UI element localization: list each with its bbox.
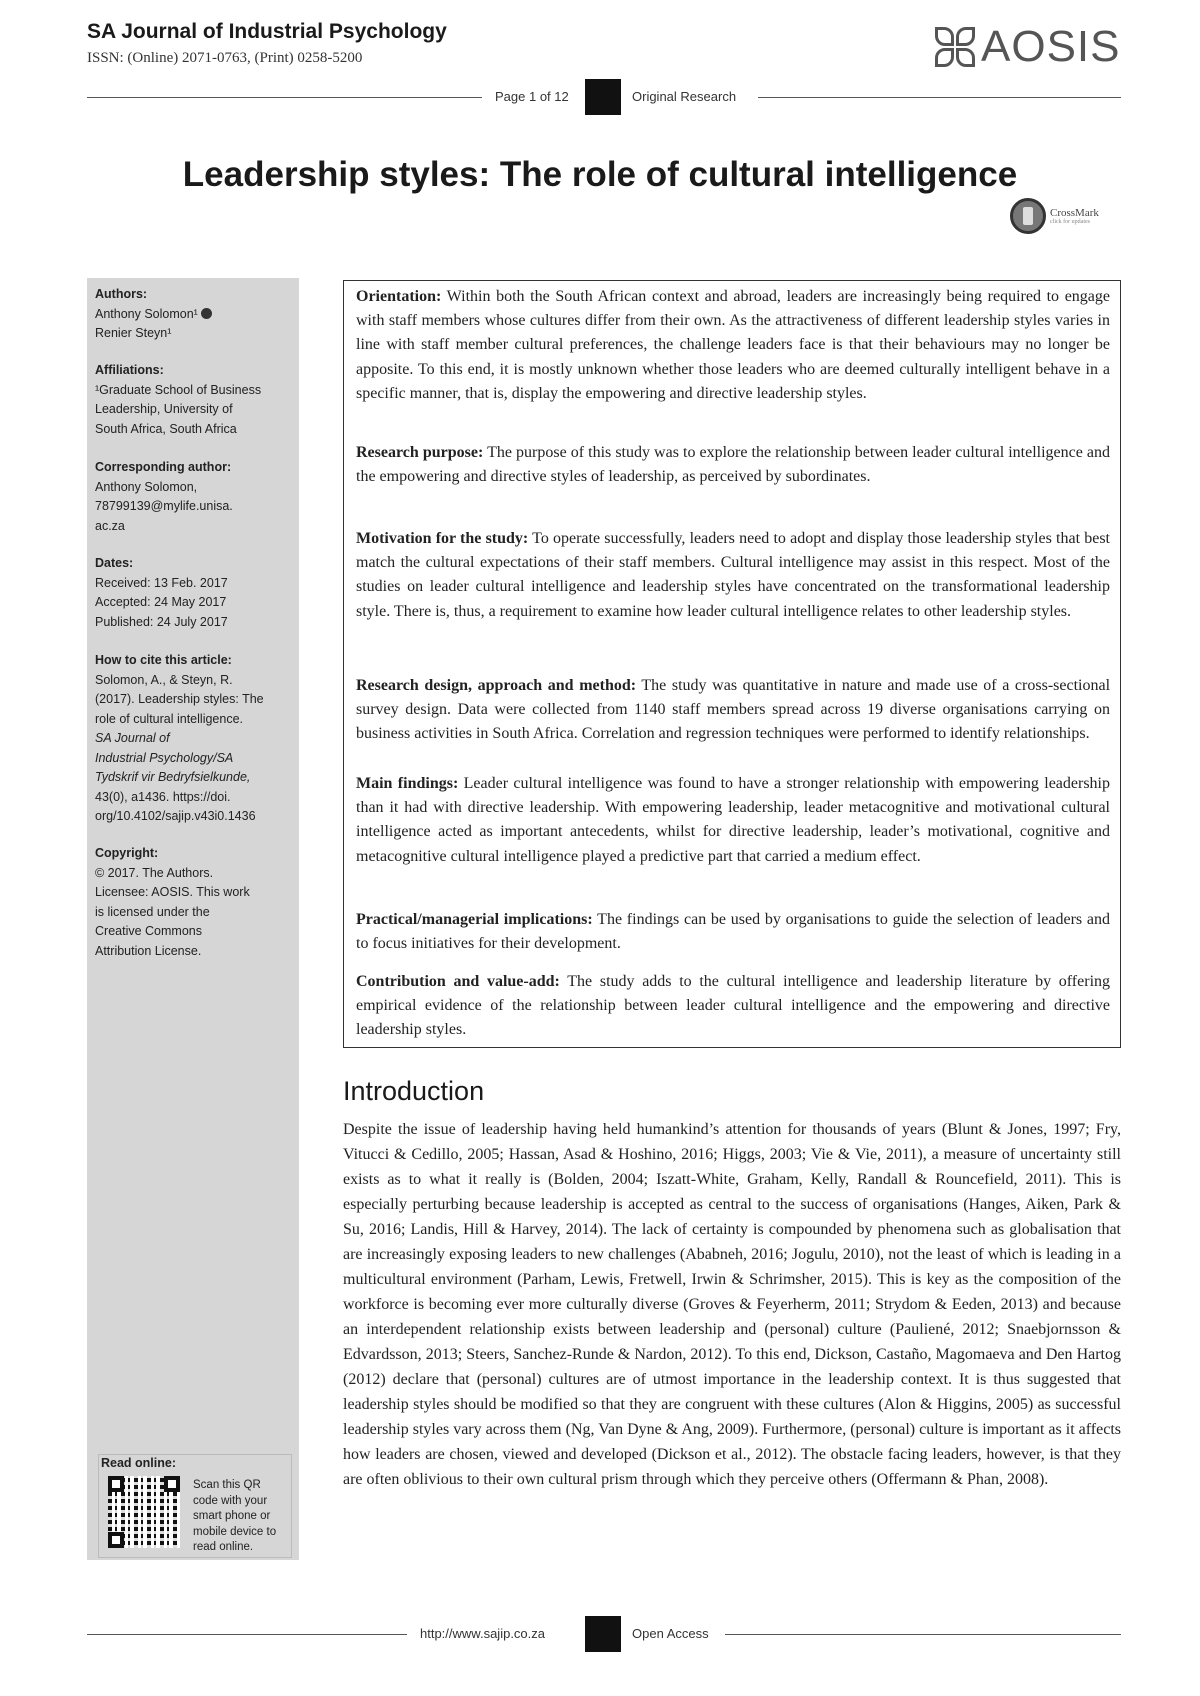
affiliations-block: [95, 361, 295, 439]
abstract-orientation: [356, 285, 1110, 406]
date-published: Published: 24 July 2017: [95, 614, 228, 629]
abstract-label: Orientation:: [356, 288, 442, 305]
copyright-block: [95, 844, 295, 961]
crossmark-badge[interactable]: [1010, 198, 1099, 234]
author-1: Anthony Solomon¹: [95, 306, 198, 321]
qr-finder: [164, 1476, 180, 1492]
crossmark-label: CrossMark: [1050, 206, 1099, 219]
read-online-heading: Read online:: [101, 1456, 177, 1470]
author-2: Renier Steyn¹: [95, 326, 172, 340]
dates-block: [95, 554, 295, 632]
citation-line: Solomon, A., & Steyn, R.: [95, 672, 233, 687]
abstract-text: The study was quantitative in nature and made use of a cross-sectional survey design. Data were collected from 1140 staff members spread across 19 diverse organisations carrying on business activities in South Africa. Correlation and regression techniques were performed to identify relationships.: [356, 677, 1111, 743]
corresponding-email[interactable]: ac.za: [95, 518, 125, 533]
citation-line: 43(0), a1436. https://doi.: [95, 789, 231, 804]
abstract-implications: [356, 908, 1110, 956]
publisher-logo: [935, 22, 1121, 72]
abstract-text: The purpose of this study was to explore the relationship between leader cultural intelligence and the empowering and directive styles of leadership, as perceived by subordinates.: [356, 444, 1110, 486]
date-received: Received: 13 Feb. 2017: [95, 575, 228, 590]
citation-doi[interactable]: org/10.4102/sajip.v43i0.1436: [95, 809, 256, 823]
section-heading: Introduction: [343, 1076, 485, 1106]
date-accepted: Accepted: 24 May 2017: [95, 595, 227, 609]
abstract-motivation: [356, 527, 1110, 624]
abstract-label: Motivation for the study:: [356, 530, 529, 547]
abstract-text: The findings can be used by organisations to guide the selection of leaders and to focus initiatives for their development.: [356, 911, 1111, 953]
corresponding-block: [95, 458, 295, 536]
publisher-name: AOSIS: [981, 22, 1121, 71]
header-rule-left: [87, 97, 482, 98]
crossmark-sub: click for updates: [1050, 218, 1090, 225]
issn: ISSN: (Online) 2071-0763, (Print) 0258-5200: [87, 50, 363, 66]
journal-url[interactable]: http://www.sajip.co.za: [420, 1626, 545, 1641]
qr-finder: [108, 1532, 124, 1548]
abstract-design: [356, 674, 1110, 747]
abstract-label: Research purpose:: [356, 444, 484, 461]
abstract-text: To operate successfully, leaders need to adopt and display those leadership styles that best match the cultural expectations of their staff members. Cultural intelligence may assist in this respect. Most of the studies on leader cultural intelligence and leadership styles have concentrated on the transformational leadership style. There is, thus, a requirement to examine how leader cultural intelligence relates to other leadership styles.: [356, 530, 1110, 620]
copyright-line: © 2017. The Authors.: [95, 865, 214, 880]
affiliation-line: Leadership, University of: [95, 402, 233, 416]
header-rule-right: [758, 97, 1121, 98]
affiliation-line: ¹Graduate School of Business: [95, 382, 262, 397]
abstract-text: Within both the South African context and abroad, leaders are increasingly being required to engage with staff members whose cultures differ from their own. As the attractiveness of different leadership styles varies in line with staff member cultural preferences, the challenge leaders face is that their behaviours may no longer be apposite. To this end, it is mostly unknown whether those leaders who are deemed culturally intelligent behave in a specific manner, that is, display the empowering and directive leadership styles.: [356, 288, 1110, 402]
affiliation-line: South Africa, South Africa: [95, 421, 237, 436]
citation-line: role of cultural intelligence.: [95, 711, 243, 726]
journal-title: SA Journal of Industrial Psychology: [87, 20, 447, 43]
copyright-heading: Copyright:: [95, 846, 159, 860]
dates-heading: Dates:: [95, 556, 134, 570]
copyright-line: Licensee: AOSIS. This work: [95, 885, 250, 899]
aosis-logo-icon: [935, 27, 975, 67]
abstract-findings: [356, 772, 1110, 869]
citation-block: [95, 651, 295, 827]
citation-line: (2017). Leadership styles: The: [95, 692, 264, 706]
read-online-text: Scan this QR code with your smart phone or mobile device to read online.: [193, 1479, 277, 1553]
abstract-text: Leader cultural intelligence was found to have a stronger relationship with empowering leadership than it had with directive leadership. With empowering leadership, leader metacognitive and motivational cultural intelligence acted as important antecedents, whilst for directive leadership, leader’s motivational, cognitive and metacognitive cultural intelligence played a predictive part that carried a medium effect.: [356, 775, 1111, 865]
abstract-label: Research design, approach and method:: [356, 677, 637, 694]
corresponding-email[interactable]: 78799139@mylife.unisa.: [95, 499, 233, 513]
copyright-line: Creative Commons: [95, 924, 202, 938]
abstract-text: The study adds to the cultural intelligence and leadership literature by offering empirical evidence of the relationship between leader cultural intelligence and the empowering and directive leadership styles.: [356, 973, 1111, 1039]
article-type: Original Research: [632, 89, 737, 104]
corresponding-name: Anthony Solomon,: [95, 479, 198, 494]
corresponding-heading: Corresponding author:: [95, 460, 232, 474]
abstract-label: Contribution and value-add:: [356, 973, 560, 990]
abstract-label: Practical/managerial implications:: [356, 911, 593, 928]
crossmark-icon: [1010, 198, 1046, 234]
footer-rule-right: [725, 1634, 1121, 1635]
orcid-icon[interactable]: [201, 308, 212, 319]
affiliations-heading: Affiliations:: [95, 363, 164, 377]
citation-heading: How to cite this article:: [95, 653, 232, 667]
footer-block: [585, 1616, 621, 1652]
authors-block: [95, 285, 295, 344]
header-block: [585, 79, 621, 115]
abstract-contribution: [356, 970, 1110, 1043]
copyright-line: is licensed under the: [95, 904, 210, 919]
page-number: Page 1 of 12: [495, 89, 569, 104]
citation-line: SA Journal of: [95, 731, 170, 745]
abstract-purpose: [356, 441, 1110, 489]
article-title: Leadership styles: The role of cultural intelligence: [182, 155, 1018, 194]
open-access-label: Open Access: [632, 1626, 709, 1641]
citation-line: Industrial Psychology/SA: [95, 750, 234, 765]
copyright-line: Attribution License.: [95, 943, 202, 958]
intro-paragraph: Despite the issue of leadership having held humankind’s attention for thousands of years (Blunt & Jones, 1997; Fry, Vitucci & Cedillo, 2005; Hassan, Asad & Hoshino, 2016; Higgs, 2003; Vie & Vie, 2011), a measure of uncertainty still exists as to what it really is (Bolden, 2004; Iszatt-White, Graham, Kelly, Randall & Rouncefield, 2011). This is especially perturbing because leadership is accepted as central to the success of organisations (Hanges, Aiken, Park & Su, 2016; Landis, Hill & Harvey, 2014). The lack of certainty is compounded by phenomena such as globalisation that are increasingly exposing leaders to new challenges (Ababneh, 2016; Jogulu, 2010), not the least of which is leading in a multicultural environment (Parham, Lewis, Fretwell, Irwin & Schrimsher, 2015). This is key as the composition of the workforce is becoming ever more culturally diverse (Groves & Feyerherm, 2011; Strydom & Eeden, 2013) and because an interdependent relationship exists between leadership and (personal) culture (Pauliené, 2012; Snaebjornsson & Edvardsson, 2013; Steers, Sanchez-Runde & Nardon, 2012). To this end, Dickson, Castaño, Magomaeva and Den Hartog (2012) declare that (personal) cultures are of utmost importance in the leadership context. It is thus suggested that leadership styles should be modified so that they are congruent with these cultures (Alon & Higgins, 2005) as successful leadership styles vary across them (Ng, Van Dyne & Ang, 2009). Furthermore, (personal) culture is important as it affects how leaders are chosen, viewed and developed (Dickson et al., 2012). The obstacle facing leaders, however, is that they are often oblivious to their own cultural prism through which they perceive others (Offermann & Phan, 2008).: [343, 1121, 1121, 1488]
qr-finder: [108, 1476, 124, 1492]
footer-rule-left: [87, 1634, 407, 1635]
citation-line: Tydskrif vir Bedryfsielkunde,: [95, 770, 251, 784]
authors-heading: Authors:: [95, 287, 148, 301]
abstract-label: Main findings:: [356, 775, 459, 792]
